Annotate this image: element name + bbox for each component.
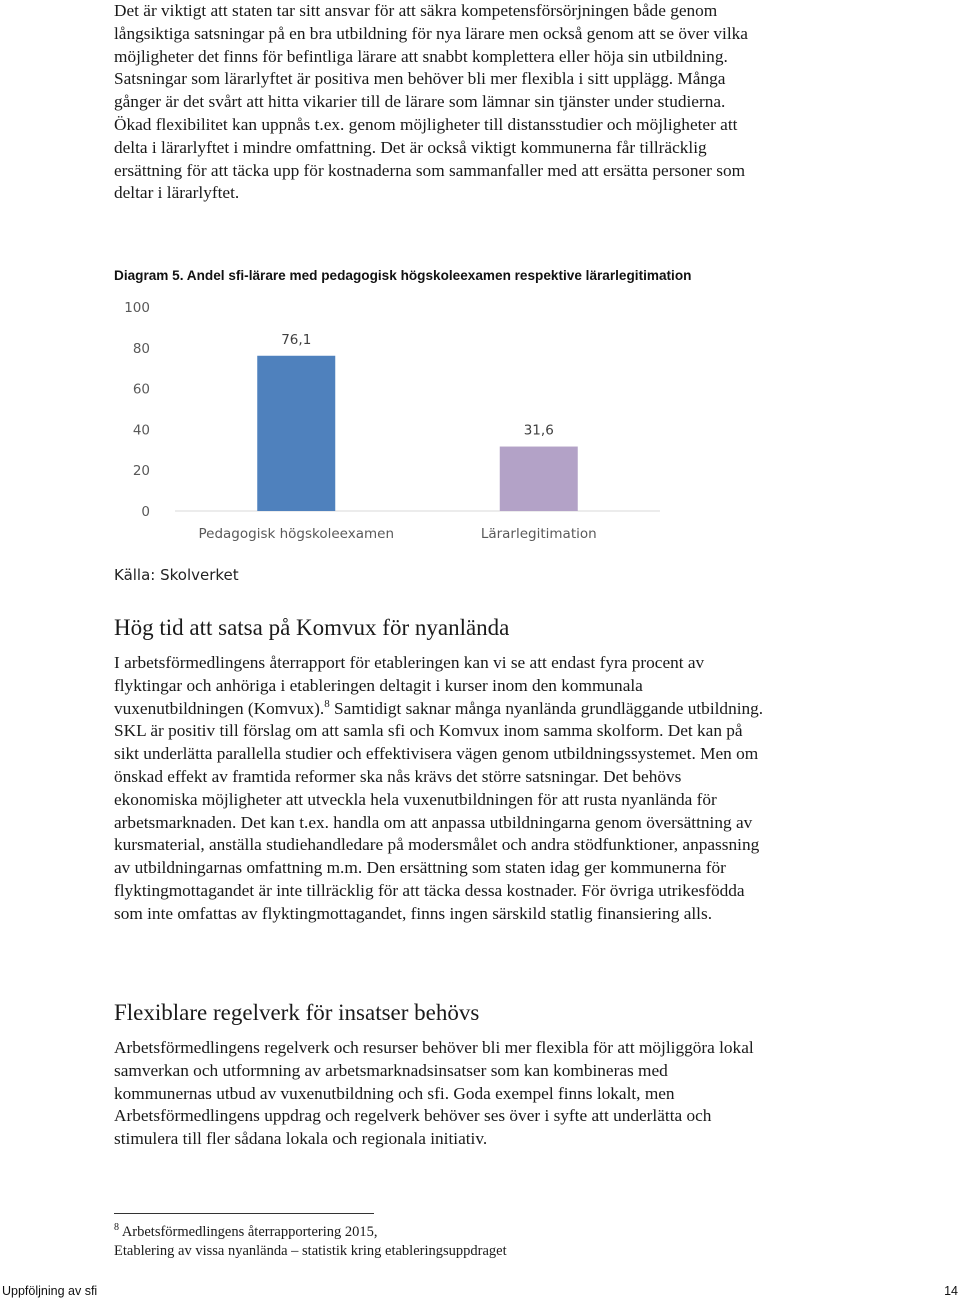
footer-document-title: Uppföljning av sfi (2, 1284, 98, 1298)
komvux-paragraph-part2: Samtidigt saknar många nyanlända grundläggande utbildning. SKL är positiv till förslag om att samla sfi och Komvux inom samma skolform. Det kan på sikt underlätta parallella studier och effektivisera vägen genom utbildningssystemet. Men om önskad effekt av framtida reformer ska nås krävs det större satsningar. Det behövs ekonomiska möjligheter att utveckla hela vuxenutbildningen för att rusta nyanlända för arbetsmarknaden. Det kan t.ex. handla om att anpassa utbildningarna genom översättning av kursmaterial, anställa studiehandledare på modersmålet och andra stödfunktioner, anpassning av utbildningarnas omfattning m.m. Den ersättning som staten idag ger kommunerna för flyktingmottagandet är inte tillräcklig för att täcka dessa kostnader. För övriga utrikesfödda som inte omfattas av flyktingmottagandet, finns ingen särskild statlig finansiering alls. (114, 698, 764, 923)
chart-title: Diagram 5. Andel sfi-lärare med pedagogisk högskoleexamen respektive lärarlegitimation (114, 268, 692, 283)
footnote-separator (114, 1213, 374, 1214)
x-category-label: Lärarlegitimation (480, 526, 597, 542)
chart-source: Källa: Skolverket (114, 566, 239, 584)
footnote-reference[interactable]: 8 (324, 697, 330, 710)
page-number: 14 (944, 1284, 958, 1298)
footnote (114, 1223, 507, 1261)
data-label: 31,6 (523, 422, 554, 439)
page-footer (0, 1282, 960, 1300)
x-category-label: Pedagogisk högskoleexamen (198, 526, 395, 542)
data-label: 76,1 (281, 331, 312, 348)
regelverk-paragraph: Arbetsförmedlingens regelverk och resurser behöver bli mer flexibla för att möjliggöra lokal samverkan och utformning av arbetsmarknadsinsatser som kan kombineras med kommunernas utbud av vuxenutbildning och sfi. Goda exempel finns lokalt, men Arbetsförmedlingens uppdrag och regelverk behöver ses över i syfte att underlätta och stimulera till fler sådana lokala och regionala initiativ. (114, 1038, 754, 1149)
komvux-paragraph (114, 652, 764, 926)
bar-chart (100, 290, 700, 552)
y-tick-label: 80 (132, 340, 150, 357)
footnote-line1: Arbetsförmedlingens återrapportering 2015, (119, 1224, 378, 1240)
section-heading-regelverk: Flexiblare regelverk för insatser behövs (114, 1000, 480, 1025)
y-tick-label: 20 (132, 463, 150, 480)
section-heading-komvux: Hög tid att satsa på Komvux för nyanlända (114, 615, 510, 640)
y-tick-label: 0 (141, 504, 150, 520)
bar-2 (500, 447, 578, 511)
intro-paragraph: Det är viktigt att staten tar sitt ansvar för att säkra kompetensförsörjningen både genom långsiktiga satsningar på en bra utbildning för nya lärare men också genom att se över vilka möjligheter det finns för befintliga lärare att snabbt komplettera eller höja sin utbildning. Satsningar som lärarlyftet är positiva men behöver bli mer flexibla i sitt upplägg. Många gånger är det svårt att hitta vikarier till de lärare som lämnar sin tjänster under studierna. Ökad flexibilitet kan uppnås t.ex. genom möjligheter till distansstudier och möjligheter att delta i lärarlyftet i mindre omfattning. Det är också viktigt kommunerna får tillräcklig ersättning för att täcka upp för kostnaderna som sammanfaller med att ersätta personer som deltar i lärarlyftet. (114, 1, 748, 203)
y-tick-label: 60 (132, 381, 150, 398)
bar-1 (257, 356, 335, 511)
footnote-line2: Etablering av vissa nyanlända – statistik kring etableringsuppdraget (114, 1243, 507, 1259)
komvux-paragraph-part1: I arbetsförmedlingens återrapport för etableringen kan vi se att endast fyra procent av flyktingar och anhöriga i etableringen deltagit i kurser inom den kommunala vuxenutbildningen (Komvux). (114, 653, 705, 718)
y-tick-label: 100 (124, 300, 150, 316)
y-tick-label: 40 (132, 422, 150, 439)
footnote-number: 8 (114, 1222, 119, 1234)
